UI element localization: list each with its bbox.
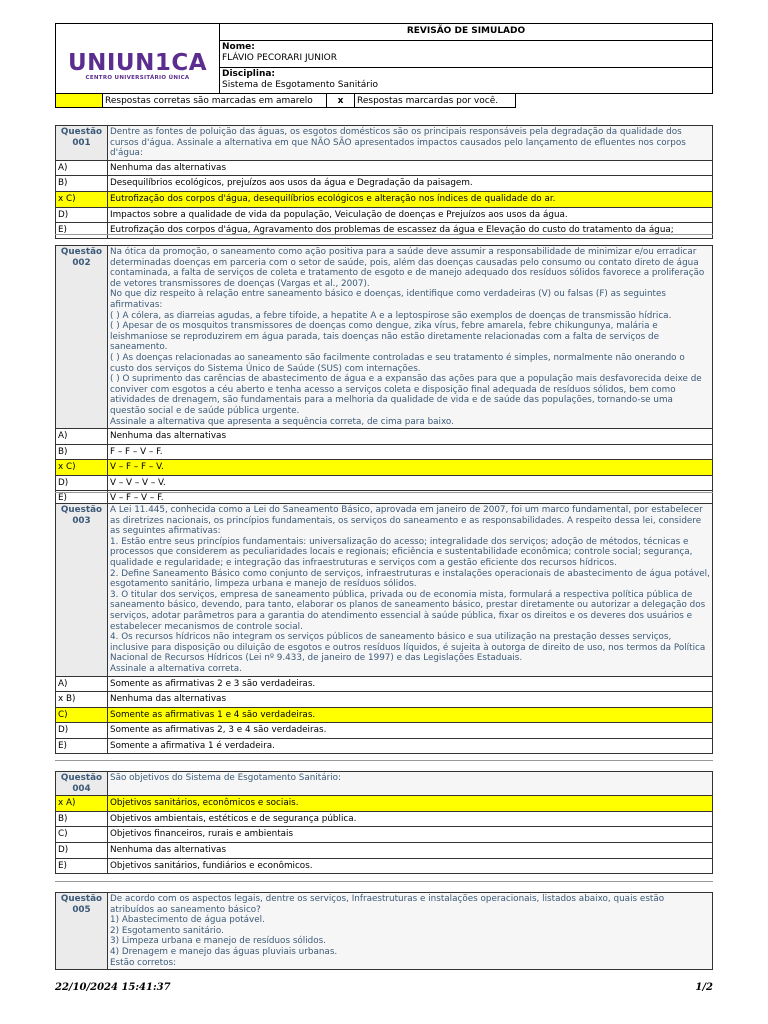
option-letter: A) (56, 160, 108, 176)
answer-option (56, 692, 713, 708)
option-text: Objetivos sanitários, econômicos e sociais. (108, 796, 713, 812)
question-5 (55, 892, 713, 970)
question-text: Na ótica da promoção, o saneamento como ação positiva para a saúde deve assumir a responsabilidade de minimizar e/ou erradicar determinadas doenças em parceria com o setor de saúde, pois, além das doenças causadas pelo consumo ou contato direto de água contaminada, a falta de serviços de coleta e tratamento de esgoto e de manejo adequado dos resíduos sólidos favorece a proliferação de vetores transmissores de doenças (Vargas et al., 2007). No que diz respeito à relação entre saneamento básico e doenças, identifique como verdadeiras (V) ou falsas (F) as seguintes afirmativas: ( ) A cólera, as diarreias agudas, a febre tifoide, a hepatite A e a leptospirose são exemplos de doenças de transmissão hídrica. ( ) Apesar de os mosquitos transmissores de doenças como dengue, zika vírus, febre amarela, febre chikungunya, malária e leishmaniose se reproduzirem em água parada, tais doenças não estão diretamente relacionadas com a falta de serviços de saneamento. ( ) As doenças relacionadas ao saneamento são facilmente controladas e seu tratamento é simples, normalmente não onerando o custo dos serviços do Sistema Único de Saúde (SUS) com internações. ( ) O suprimento das carências de abastecimento de água e a expansão das ações para que a população mais desfavorecida deixe de conviver com esgotos a céu aberto e tenha acesso a serviços coleta e disposição final adequada de resíduos sólidos, bem como atividades de drenagem, são fundamentais para a melhoria da qualidade de vida e de saúde das populações, tornando-se uma questão social e de saúde pública urgente. Assinale a alternativa que apresenta a sequência correta, de cima para baixo. (108, 246, 713, 429)
question-separator (55, 234, 713, 235)
logo (56, 24, 220, 94)
option-text: Somente as afirmativas 2 e 3 são verdadeiras. (108, 676, 713, 692)
name-field (220, 41, 713, 67)
option-text: Objetivos financeiros, rurais e ambientais (108, 827, 713, 843)
question-separator (55, 881, 713, 882)
option-letter: x A) (56, 796, 108, 812)
option-text: Objetivos sanitários, fundiários e econômicos. (108, 858, 713, 874)
answer-option (56, 207, 713, 223)
question-text: São objetivos do Sistema de Esgotamento Sanitário: (108, 772, 713, 796)
option-text: Nenhuma das alternativas (108, 842, 713, 858)
logo-subtitle: CENTRO UNIVERSITÁRIO ÚNICA (85, 74, 190, 81)
answer-option (56, 444, 713, 460)
option-text: Nenhuma das alternativas (108, 429, 713, 445)
footer-datetime: 22/10/2024 15:41:37 (55, 982, 171, 993)
footer-page-number: 1/2 (695, 982, 713, 993)
answer-option (56, 796, 713, 812)
answer-option (56, 723, 713, 739)
option-letter: B) (56, 811, 108, 827)
option-letter: x B) (56, 692, 108, 708)
question-label: Questão 001 (56, 126, 108, 161)
logo-word: UNIUN1CA (67, 49, 208, 76)
option-text: Objetivos ambientais, estéticos e de segurança pública. (108, 811, 713, 827)
option-text: V – F – V – F. (108, 491, 713, 507)
option-letter: C) (56, 827, 108, 843)
option-letter: B) (56, 176, 108, 192)
question-3 (55, 503, 713, 754)
answer-option (56, 176, 713, 192)
question-label: Questão 004 (56, 772, 108, 796)
option-letter: B) (56, 444, 108, 460)
option-text: V – F – F – V. (108, 460, 713, 476)
question-label: Questão 005 (56, 893, 108, 970)
option-letter: E) (56, 223, 108, 239)
option-text: Somente as afirmativas 1 e 4 são verdadeiras. (108, 707, 713, 723)
legend-mark: x (327, 93, 355, 108)
answer-option (56, 429, 713, 445)
option-text: Somente a afirmativa 1 é verdadeira. (108, 738, 713, 754)
question-text: De acordo com os aspectos legais, dentre os serviços, Infraestruturas e instalações operacionais, listados abaixo, quais estão atribuídos ao saneamento básico? 1) Abastecimento de água potável. 2) Esgotamento sanitário. 3) Limpeza urbana e manejo de resíduos sólidos. 4) Drenagem e manejo das águas pluviais urbanas. Estão corretos: (108, 893, 713, 970)
option-letter: C) (56, 707, 108, 723)
option-text: Eutrofização dos corpos d'água, desequilíbrios ecológicos e alteração nos índices de qualidade do ar. (108, 191, 713, 207)
answer-option (56, 223, 713, 239)
legend-yellow-swatch (55, 93, 103, 108)
question-label: Questão 003 (56, 504, 108, 677)
legend-correct-text: Respostas corretas são marcadas em amarelo (103, 93, 327, 108)
option-letter: x C) (56, 191, 108, 207)
option-letter: E) (56, 858, 108, 874)
discipline-label: Disciplina: (222, 68, 276, 79)
question-separator (55, 492, 713, 493)
answer-option (56, 191, 713, 207)
question-1 (55, 125, 713, 239)
answer-option (56, 707, 713, 723)
option-text: Eutrofização dos corpos d'água, Agravamento dos problemas de escassez da água e Elevação do custo do tratamento da água; (108, 223, 713, 239)
question-text: A Lei 11.445, conhecida como a Lei do Saneamento Básico, aprovada em janeiro de 2007, foi um marco fundamental, por estabelecer as diretrizes nacionais, os princípios fundamentais, os serviços do saneamento e as responsabilidades. A respeito dessa lei, considere as seguintes afirmativas: 1. Estão entre seus princípios fundamentais: universalização do acesso; integralidade dos serviços; adoção de métodos, técnicas e processos que considerem as peculiaridades locais e regionais; eficiência e sustentabilidade econômica; controle social; segurança, qualidade e regularidade; e integração das infraestruturas e serviços com a gestão eficiente dos recursos hídricos. 2. Define Saneamento Básico como conjunto de serviços, infraestruturas e instalações operacionais de abastecimento de água potável, esgotamento sanitário, limpeza urbana e manejo de resíduos sólidos. 3. O titular dos serviços, empresa de saneamento pública, privada ou de economia mista, formulará a respectiva política pública de saneamento básico, devendo, para tanto, elaborar os planos de saneamento básico, prestar diretamente ou autorizar a delegação dos serviços, adotar parâmetros para a garantia do atendimento essencial à saúde pública, fixar os direitos e os deveres dos usuários e estabelecer mecanismos de controle social. 4. Os recursos hídricos não integram os serviços públicos de saneamento básico e sua utilização na prestação desses serviços, inclusive para disposição ou diluição de esgotos e outros resíduos líquidos, é sujeita à outorga de direito de uso, nos termos da Política Nacional de Recursos Hídricos (Lei nº 9.433, de janeiro de 1997) e das Legislações Estaduais. Assinale a alternativa correta. (108, 504, 713, 677)
option-letter: D) (56, 475, 108, 491)
page-title: REVISÃO DE SIMULADO (220, 24, 713, 41)
answer-option (56, 842, 713, 858)
option-letter: E) (56, 491, 108, 507)
question-text: Dentre as fontes de poluição das águas, os esgotos domésticos são os principais responsáveis pela degradação da qualidade dos cursos d'água. Assinale a alternativa em que NÃO SÃO apresentados impactos causados pelo lançamento de efluentes nos corpos d'água: (108, 126, 713, 161)
option-letter: A) (56, 429, 108, 445)
option-text: Impactos sobre a qualidade de vida da população, Veiculação de doenças e Prejuízos aos usos da água. (108, 207, 713, 223)
legend (55, 93, 516, 108)
answer-option (56, 858, 713, 874)
option-letter: E) (56, 738, 108, 754)
answer-option (56, 827, 713, 843)
answer-option (56, 811, 713, 827)
option-letter: x C) (56, 460, 108, 476)
name-label: Nome: (222, 42, 255, 53)
option-text: V – V – V – V. (108, 475, 713, 491)
option-letter: D) (56, 842, 108, 858)
answer-option (56, 676, 713, 692)
option-text: F – F – V – F. (108, 444, 713, 460)
option-text: Desequilíbrios ecológicos, prejuízos aos usos da água e Degradação da paisagem. (108, 176, 713, 192)
answer-option (56, 160, 713, 176)
option-letter: A) (56, 676, 108, 692)
question-separator (55, 760, 713, 761)
option-letter: D) (56, 723, 108, 739)
discipline-field (220, 67, 713, 93)
answer-option (56, 460, 713, 476)
legend-marked-text: Respostas marcardas por você. (355, 93, 516, 108)
name-value: FLÁVIO PECORARI JUNIOR (222, 53, 337, 64)
question-2 (55, 245, 713, 507)
answer-option (56, 475, 713, 491)
option-text: Nenhuma das alternativas (108, 692, 713, 708)
option-letter: D) (56, 207, 108, 223)
answer-option (56, 738, 713, 754)
header (55, 23, 713, 94)
option-text: Somente as afirmativas 2, 3 e 4 são verdadeiras. (108, 723, 713, 739)
question-label: Questão 002 (56, 246, 108, 429)
option-text: Nenhuma das alternativas (108, 160, 713, 176)
question-4 (55, 771, 713, 874)
discipline-value: Sistema de Esgotamento Sanitário (222, 79, 378, 90)
